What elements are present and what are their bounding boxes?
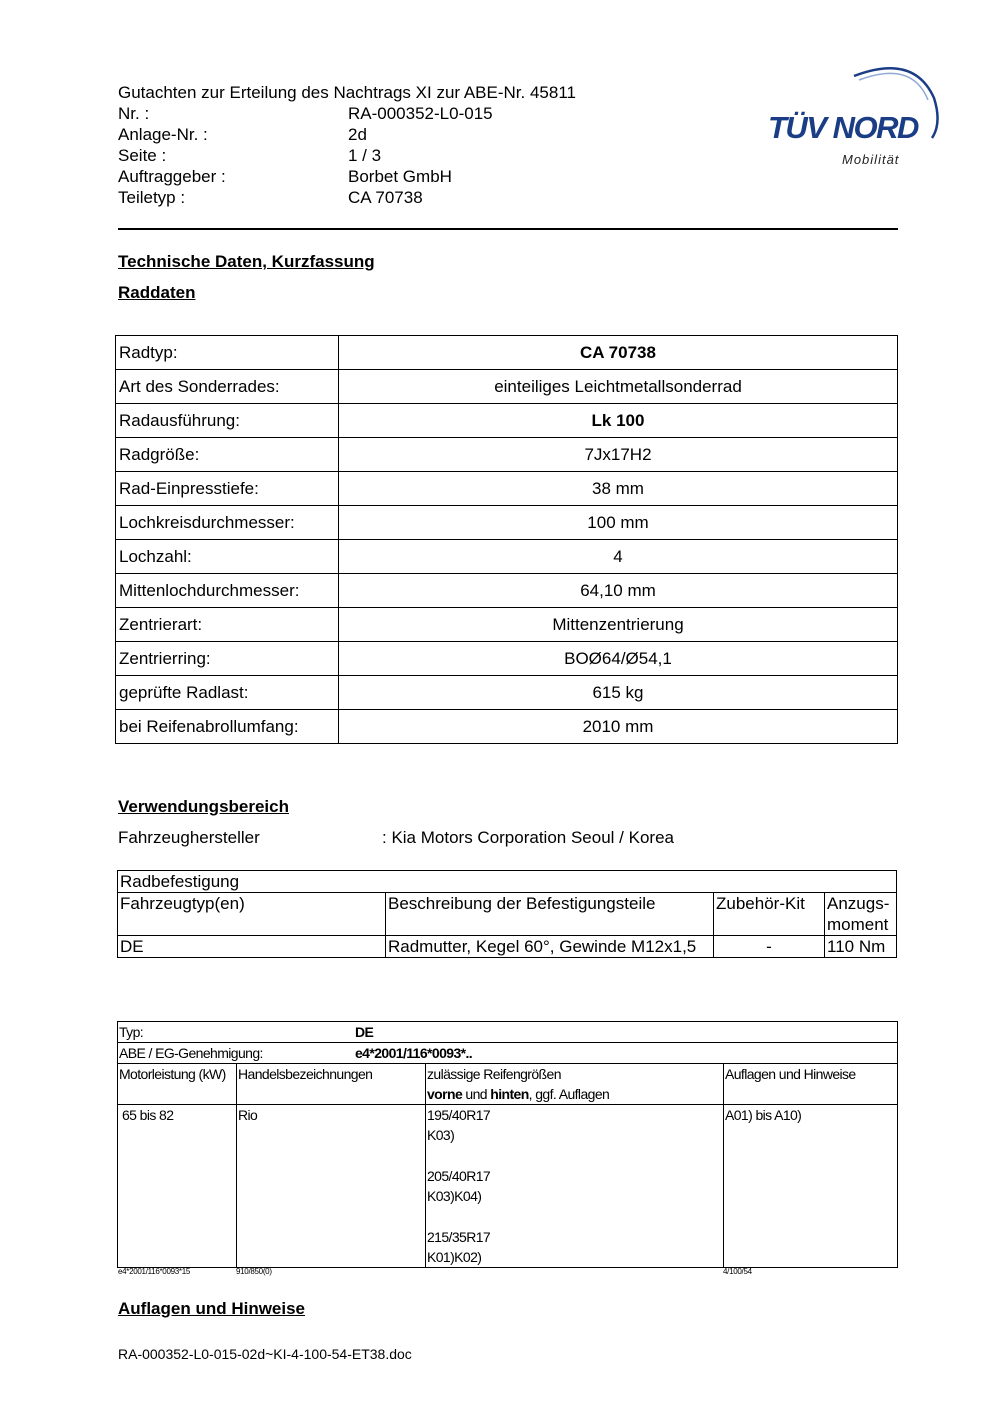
header-fahrzeugtyp: Fahrzeugtyp(en) [118,893,386,936]
table-row [118,936,897,958]
header-anzugsmoment-line1: Anzugs- [827,894,890,913]
rad-value: Mittenzentrierung [339,608,898,642]
table-row [118,871,897,893]
rad-value: BOØ64/Ø54,1 [339,642,898,676]
header-title: Gutachten zur Erteilung des Nachtrags XI zur ABE-Nr. 45811 [118,83,576,102]
rad-value: 615 kg [339,676,898,710]
section-auflagen-hinweise: Auflagen und Hinweise [118,1299,306,1318]
header-value: 1 / 3 [348,146,382,165]
header-reifen-hinten: hinten [490,1086,529,1102]
logo-wordmark: TÜV NORD [768,110,918,145]
document-filename: RA-000352-L0-015-02d~KI-4-100-54-ET38.doc [118,1346,412,1362]
header-value: 2d [348,125,367,144]
header-motorleistung: Motorleistung (kW) [118,1064,237,1105]
table-row [116,472,898,506]
rad-label: Radgröße: [116,438,339,472]
typ-table [117,1021,898,1268]
rad-label: bei Reifenabrollumfang: [116,710,339,744]
cell-auflagen: A01) bis A10) [724,1105,898,1268]
rad-value: 4 [339,540,898,574]
section-verwendungsbereich: Verwendungsbereich [118,797,289,816]
document-header [118,82,718,212]
rad-label: Lochkreisdurchmesser: [116,506,339,540]
cell-typ: DE [118,936,386,958]
header-beschreibung: Beschreibung der Befestigungsteile [386,893,714,936]
reifen-size: 205/40R17 [427,1168,491,1184]
abe-value: e4*2001/116*0093*.. [355,1045,473,1061]
table-row [116,608,898,642]
table-row [116,438,898,472]
cell-beschreibung: Radmutter, Kegel 60°, Gewinde M12x1,5 [386,936,714,958]
rad-value: CA 70738 [339,336,898,370]
abe-label: ABE / EG-Genehmigung: [119,1045,263,1061]
logo-subtitle: Mobilität [842,152,900,167]
header-label: Teiletyp : [118,188,186,207]
cell-moment: 110 Nm [825,936,897,958]
reifen-codes: K03)K04) [427,1188,482,1204]
raddaten-table [115,335,898,744]
reifen-codes: K01)K02) [427,1249,482,1265]
abe-row [118,1043,898,1064]
header-label: Auftraggeber : [118,167,226,186]
cell-reifengroessen [426,1105,724,1268]
section-raddaten: Raddaten [118,283,196,302]
header-divider [118,228,898,230]
rad-label: Zentrierart: [116,608,339,642]
table-row [116,404,898,438]
typ-row [118,1022,898,1043]
header-reifen-vorne: vorne [427,1086,463,1102]
header-anzugsmoment-line2: moment [827,915,889,934]
table-row [116,370,898,404]
rad-value: Lk 100 [339,404,898,438]
header-value: Borbet GmbH [348,167,452,186]
radbefestigung-table [117,870,897,958]
table-row [118,1022,898,1043]
header-value: RA-000352-L0-015 [348,104,493,123]
table-row [116,642,898,676]
table-row [116,710,898,744]
header-reifengroessen [426,1064,724,1105]
radbefestigung-title: Radbefestigung [118,871,897,893]
rad-label: Radtyp: [116,336,339,370]
fahrzeughersteller-value: : Kia Motors Corporation Seoul / Korea [382,828,674,847]
header-label: Anlage-Nr. : [118,125,208,144]
fahrzeughersteller-label: Fahrzeughersteller [118,828,260,847]
table-row [116,574,898,608]
rad-value: 64,10 mm [339,574,898,608]
cell-kit: - [714,936,825,958]
rad-label: Radausführung: [116,404,339,438]
section-technische-daten: Technische Daten, Kurzfassung [118,252,375,271]
table-row [116,540,898,574]
header-reifen-und: und [462,1086,491,1102]
typ-footnote-lk: 4/100/54 [723,1267,752,1276]
header-value: CA 70738 [348,188,423,207]
header-anzugsmoment [825,893,897,936]
table-row [116,506,898,540]
reifen-size: 195/40R17 [427,1107,491,1123]
header-zubehoer-kit: Zubehör-Kit [714,893,825,936]
rad-value: einteiliges Leichtmetallsonderrad [339,370,898,404]
table-row [116,676,898,710]
rad-value: 7Jx17H2 [339,438,898,472]
typ-value: DE [355,1024,374,1040]
header-reifen-rest: , ggf. Auflagen [528,1086,610,1102]
rad-label: Rad-Einpresstiefe: [116,472,339,506]
tuev-nord-logo [764,58,944,173]
rad-label: Lochzahl: [116,540,339,574]
header-label: Nr. : [118,104,150,123]
rad-label: geprüfte Radlast: [116,676,339,710]
table-row [116,336,898,370]
rad-label: Art des Sonderrades: [116,370,339,404]
header-auflagen: Auflagen und Hinweise [724,1064,898,1105]
typ-footnote-abe: e4*2001/116*0093*15 [118,1267,191,1276]
rad-label: Mittenlochdurchmesser: [116,574,339,608]
reifen-codes: K03) [427,1127,455,1143]
cell-handelsbezeichnung: Rio [237,1105,426,1268]
typ-footnote-mass: 910/850(0) [236,1267,272,1276]
rad-value: 38 mm [339,472,898,506]
fahrzeughersteller-row [118,828,674,848]
reifen-size: 215/35R17 [427,1229,491,1245]
rad-value: 100 mm [339,506,898,540]
table-row [118,1043,898,1064]
table-header-row [118,1064,898,1105]
table-header-row [118,893,897,936]
cell-motorleistung: 65 bis 82 [118,1105,237,1268]
rad-label: Zentrierring: [116,642,339,676]
rad-value: 2010 mm [339,710,898,744]
header-reifen-line1: zulässige Reifengrößen [427,1066,561,1082]
header-handelsbezeichnungen: Handelsbezeichnungen [237,1064,426,1105]
table-row [118,1105,898,1268]
header-label: Seite : [118,146,167,165]
typ-label: Typ: [119,1024,144,1040]
